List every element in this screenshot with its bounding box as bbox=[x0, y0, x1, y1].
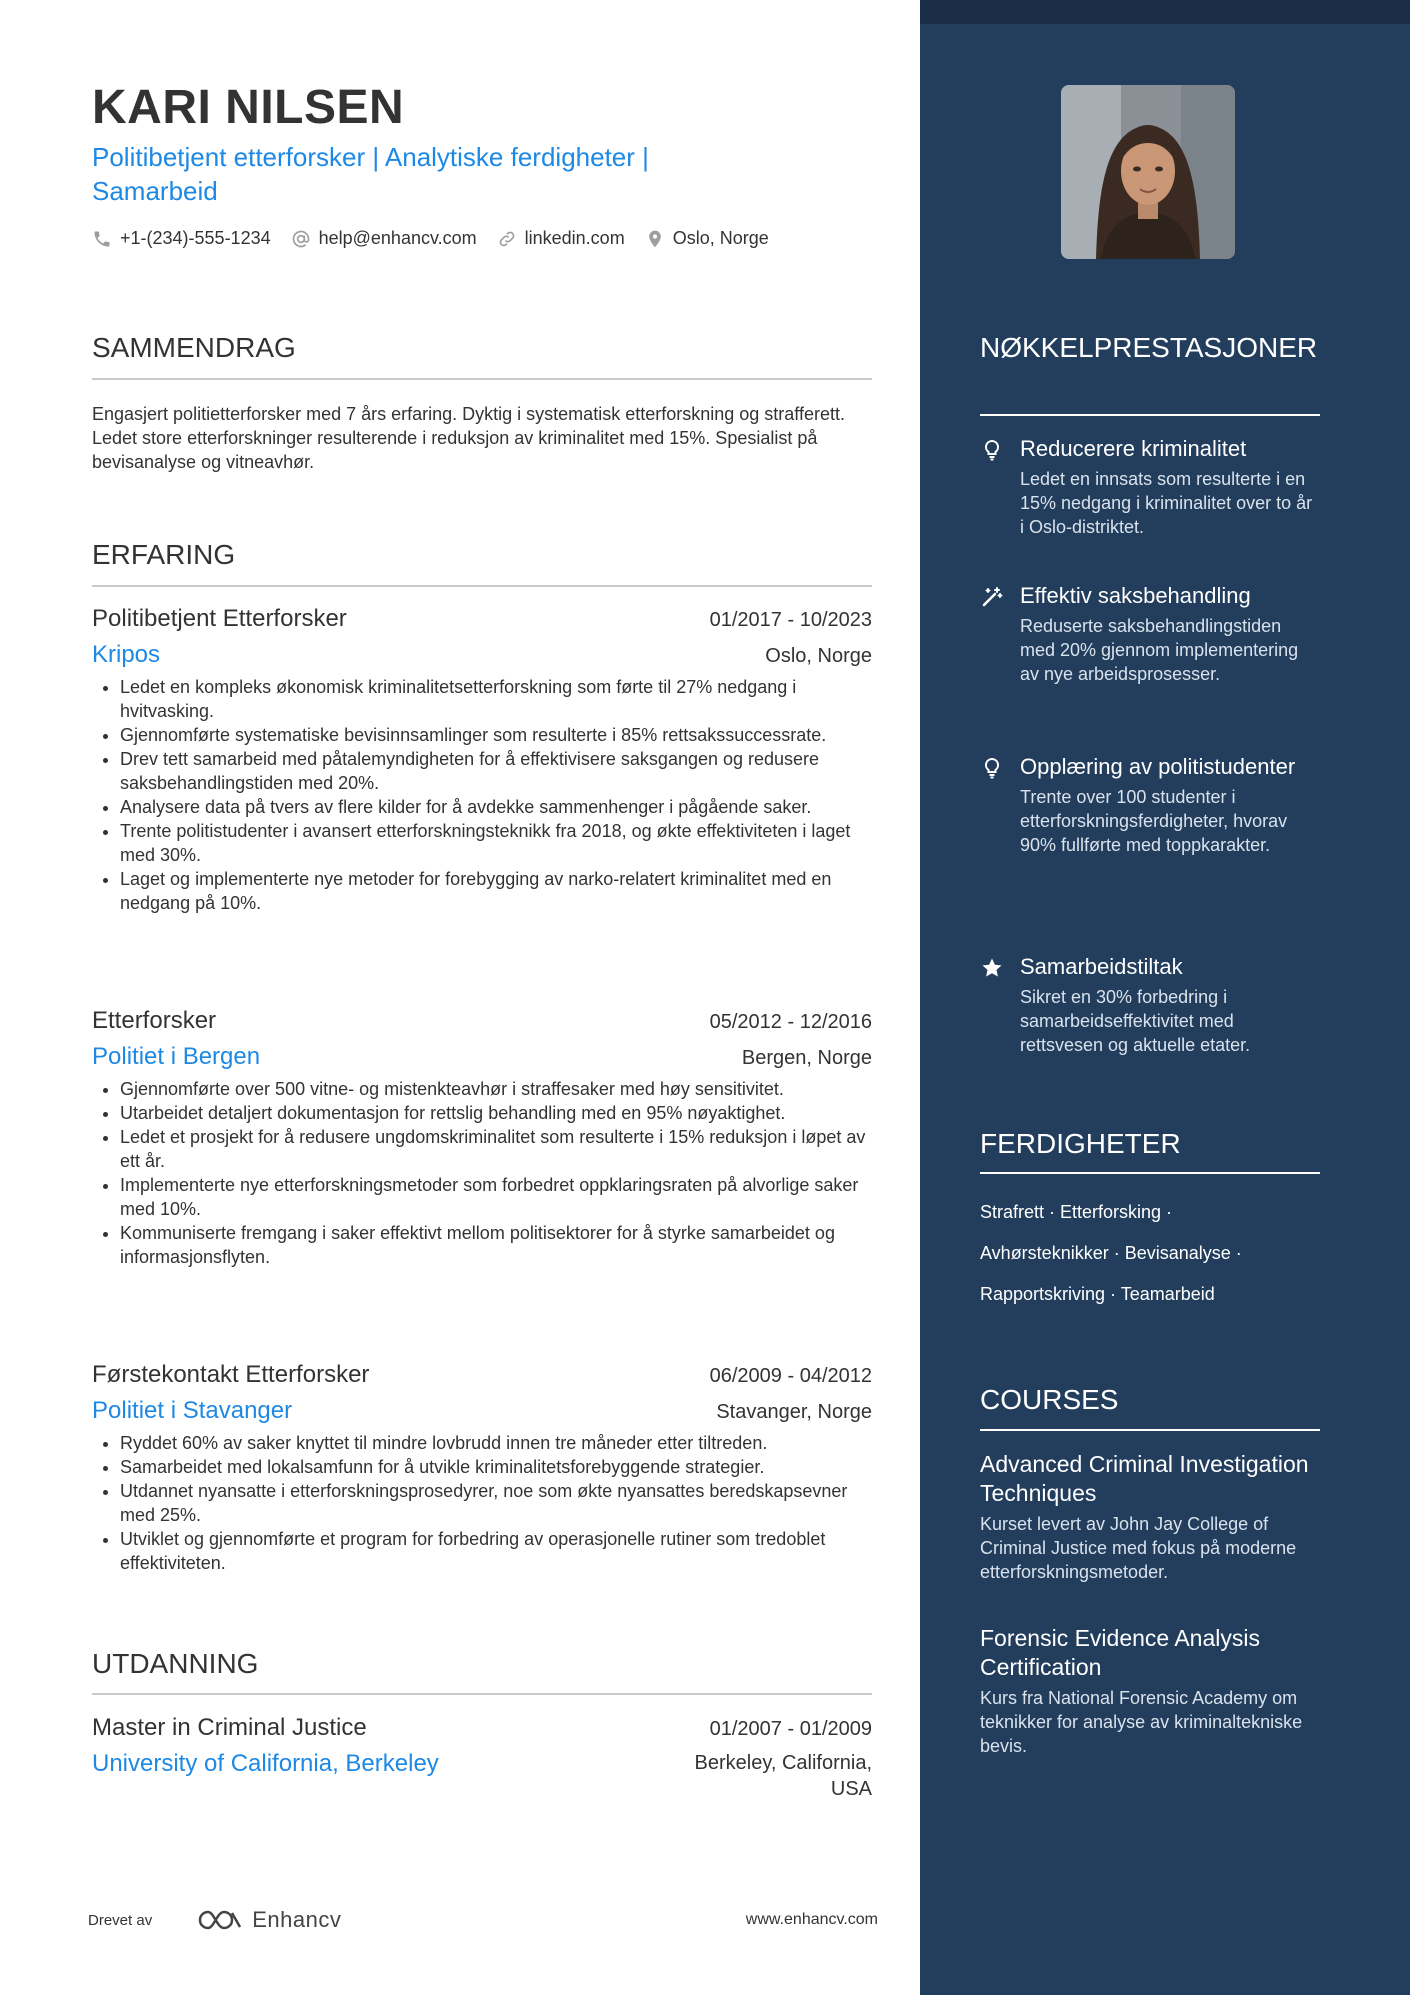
job-bullets bbox=[92, 675, 872, 915]
achievements-heading: NØKKELPRESTASJONER bbox=[980, 332, 1318, 363]
job-location: Oslo, Norge bbox=[765, 645, 872, 667]
skills-divider bbox=[980, 1172, 1320, 1174]
education-location bbox=[695, 1750, 872, 1802]
lightbulb-icon bbox=[980, 438, 1004, 462]
achievement-description: Sikret en 30% forbedring i samarbeidseffektivitet med rettsvesen og aktuelle etater. bbox=[1020, 987, 1251, 1055]
contact-location bbox=[645, 228, 769, 249]
education-entry bbox=[92, 1714, 872, 1802]
skills-line: Strafrett · Etterforsking · bbox=[980, 1202, 1173, 1222]
footer bbox=[88, 1900, 878, 1940]
courses-heading: COURSES bbox=[980, 1384, 1119, 1415]
education-divider bbox=[92, 1693, 872, 1695]
education-heading: UTDANNING bbox=[92, 1648, 259, 1679]
link-icon bbox=[497, 229, 517, 249]
skills-line: Rapportskriving · Teamarbeid bbox=[980, 1284, 1215, 1304]
summary-divider bbox=[92, 378, 872, 380]
bullet-item: • Ledet en kompleks økonomisk kriminalitetsetterforskning som førte til 27% nedgang i hvitvasking. bbox=[120, 675, 872, 723]
contact-linkedin[interactable] bbox=[497, 228, 625, 249]
candidate-name: KARI NILSEN bbox=[92, 81, 405, 134]
profile-photo bbox=[1061, 85, 1235, 259]
experience-divider bbox=[92, 585, 872, 587]
job-title: Etterforsker bbox=[92, 1007, 217, 1034]
job-entry bbox=[92, 1361, 872, 1575]
portrait-image bbox=[1061, 85, 1235, 259]
bullet-item: • Trente politistudenter i avansert etterforskningsteknikk fra 2018, og økte effektiviteten i laget med 30%. bbox=[120, 819, 872, 867]
bullet-item: • Gjennomførte over 500 vitne- og mistenkteavhør i straffesaker med høy sensitivitet. bbox=[120, 1077, 872, 1101]
courses-divider bbox=[980, 1429, 1320, 1431]
enhancv-logo-icon bbox=[196, 1907, 244, 1933]
skills-list bbox=[980, 1192, 1320, 1315]
degree-title: Master in Criminal Justice bbox=[92, 1714, 367, 1741]
achievement-item bbox=[980, 752, 1320, 857]
course-item bbox=[980, 1624, 1320, 1758]
course-title: Advanced Criminal Investigation Techniques bbox=[980, 1451, 1309, 1506]
job-bullets bbox=[92, 1077, 872, 1269]
job-company: Kripos bbox=[92, 641, 161, 668]
brand-name: Enhancv bbox=[252, 1907, 342, 1932]
linkedin-text: linkedin.com bbox=[524, 228, 625, 248]
bullet-item: • Utdannet nyansatte i etterforskningsprosedyrer, noe som økte nyansattes beredskapsevner med 25%. bbox=[120, 1479, 872, 1527]
sidebar bbox=[920, 0, 1410, 1995]
achievement-item bbox=[980, 952, 1320, 1057]
star-icon bbox=[980, 956, 1004, 980]
bullet-item: • Samarbeidet med lokalsamfunn for å utvikle kriminalitetsforebyggende strategier. bbox=[120, 1455, 872, 1479]
skills-heading: FERDIGHETER bbox=[980, 1128, 1181, 1159]
bullet-item: • Laget og implementerte nye metoder for forebygging av narko-relatert kriminalitet med en nedgang på 10%. bbox=[120, 867, 872, 915]
bullet-item: • Drev tett samarbeid med påtalemyndigheten for å effektivisere saksgangen og redusere saksbehandlingstiden med 20%. bbox=[120, 747, 872, 795]
contact-bar bbox=[92, 228, 789, 249]
course-description: Kurs fra National Forensic Academy om teknikker for analyse av kriminaltekniske bevis. bbox=[980, 1688, 1303, 1756]
powered-by-label: Drevet av bbox=[88, 1911, 153, 1929]
at-icon bbox=[291, 229, 311, 249]
job-title: Førstekontakt Etterforsker bbox=[92, 1361, 370, 1388]
education-location-line1: Berkeley, California, bbox=[694, 1752, 872, 1774]
job-bullets bbox=[92, 1431, 872, 1575]
summary-heading: SAMMENDRAG bbox=[92, 332, 296, 363]
achievement-title: Opplæring av politistudenter bbox=[1020, 754, 1296, 779]
job-company: Politiet i Bergen bbox=[92, 1043, 261, 1070]
school-name: University of California, Berkeley bbox=[92, 1750, 439, 1777]
website-link[interactable]: www.enhancv.com bbox=[745, 1911, 878, 1928]
magic-wand-icon bbox=[980, 585, 1004, 609]
lightbulb-icon bbox=[980, 756, 1004, 780]
location-text: Oslo, Norge bbox=[672, 228, 769, 248]
achievement-description: Reduserte saksbehandlingstiden med 20% gjennom implementering av nye arbeidsprosesser. bbox=[1020, 616, 1299, 684]
achievement-description: Ledet en innsats som resulterte i en 15% nedgang i kriminalitet over to år i Oslo-distriktet. bbox=[1020, 469, 1313, 537]
bullet-item: • Utarbeidet detaljert dokumentasjon for rettslig behandling med en 95% nøyaktighet. bbox=[120, 1101, 872, 1125]
job-entry bbox=[92, 605, 872, 915]
achievement-description: Trente over 100 studenter i etterforskningsferdigheter, hvorav 90% fullførte med toppkarakter. bbox=[1020, 787, 1288, 855]
sidebar-top-bar bbox=[920, 0, 1410, 24]
candidate-headline: Politibetjent etterforsker | Analytiske ferdigheter | Samarbeid bbox=[92, 142, 649, 206]
education-dates: 01/2007 - 01/2009 bbox=[709, 1718, 872, 1740]
course-description: Kurset levert av John Jay College of Criminal Justice med fokus på moderne etterforskningsmetoder. bbox=[980, 1514, 1297, 1582]
course-item bbox=[980, 1450, 1320, 1584]
job-location: Bergen, Norge bbox=[741, 1047, 872, 1069]
job-dates: 05/2012 - 12/2016 bbox=[709, 1011, 872, 1033]
job-company: Politiet i Stavanger bbox=[92, 1397, 293, 1424]
location-pin-icon bbox=[645, 229, 665, 249]
job-dates: 06/2009 - 04/2012 bbox=[709, 1365, 872, 1387]
achievements-divider bbox=[980, 414, 1320, 416]
bullet-item: • Gjennomførte systematiske bevisinnsamlinger som resulterte i 85% rettsakssuccessrate. bbox=[120, 723, 872, 747]
contact-phone[interactable] bbox=[92, 228, 271, 249]
job-dates: 01/2017 - 10/2023 bbox=[709, 609, 872, 631]
phone-icon bbox=[92, 229, 112, 249]
skills-line: Avhørsteknikker · Bevisanalyse · bbox=[980, 1243, 1242, 1263]
achievement-title: Effektiv saksbehandling bbox=[1020, 583, 1251, 608]
bullet-item: • Ryddet 60% av saker knyttet til mindre lovbrudd innen tre måneder etter tiltreden. bbox=[120, 1431, 872, 1455]
summary-text: Engasjert politietterforsker med 7 års erfaring. Dyktig i systematisk etterforskning og strafferett. Ledet store etterforskninger resulterende i reduksjon av kriminalitet med 15%. Spesialist på bevisanalyse og vitneavhør. bbox=[92, 404, 845, 472]
bullet-item: • Implementerte nye etterforskningsmetoder som forbedret oppklaringsraten på alvorlige saker med 10%. bbox=[120, 1173, 872, 1221]
achievement-title: Reducerere kriminalitet bbox=[1020, 436, 1247, 461]
bullet-item: • Utviklet og gjennomførte et program for forbedring av operasjonelle rutiner som tredoblet effektiviteten. bbox=[120, 1527, 872, 1575]
bullet-item: • Ledet et prosjekt for å redusere ungdomskriminalitet som resulterte i 15% reduksjon i løpet av ett år. bbox=[120, 1125, 872, 1173]
email-text: help@enhancv.com bbox=[318, 228, 477, 248]
job-title: Politibetjent Etterforsker bbox=[92, 605, 347, 632]
bullet-item: • Analysere data på tvers av flere kilder for å avdekke sammenhenger i pågående saker. bbox=[120, 795, 872, 819]
phone-text: +1-(234)-555-1234 bbox=[120, 228, 271, 248]
contact-email[interactable] bbox=[291, 228, 477, 249]
job-location: Stavanger, Norge bbox=[716, 1401, 872, 1423]
experience-heading: ERFARING bbox=[92, 539, 236, 570]
achievement-title: Samarbeidstiltak bbox=[1020, 954, 1183, 979]
education-location-line2: USA bbox=[830, 1778, 872, 1800]
bullet-item: • Kommuniserte fremgang i saker effektivt mellom politisektorer for å styrke samarbeidet og informasjonsflyten. bbox=[120, 1221, 872, 1269]
enhancv-logo[interactable] bbox=[196, 1907, 341, 1933]
achievement-item bbox=[980, 434, 1320, 539]
achievement-item bbox=[980, 581, 1320, 686]
course-title: Forensic Evidence Analysis Certification bbox=[980, 1625, 1260, 1680]
job-entry bbox=[92, 1007, 872, 1269]
